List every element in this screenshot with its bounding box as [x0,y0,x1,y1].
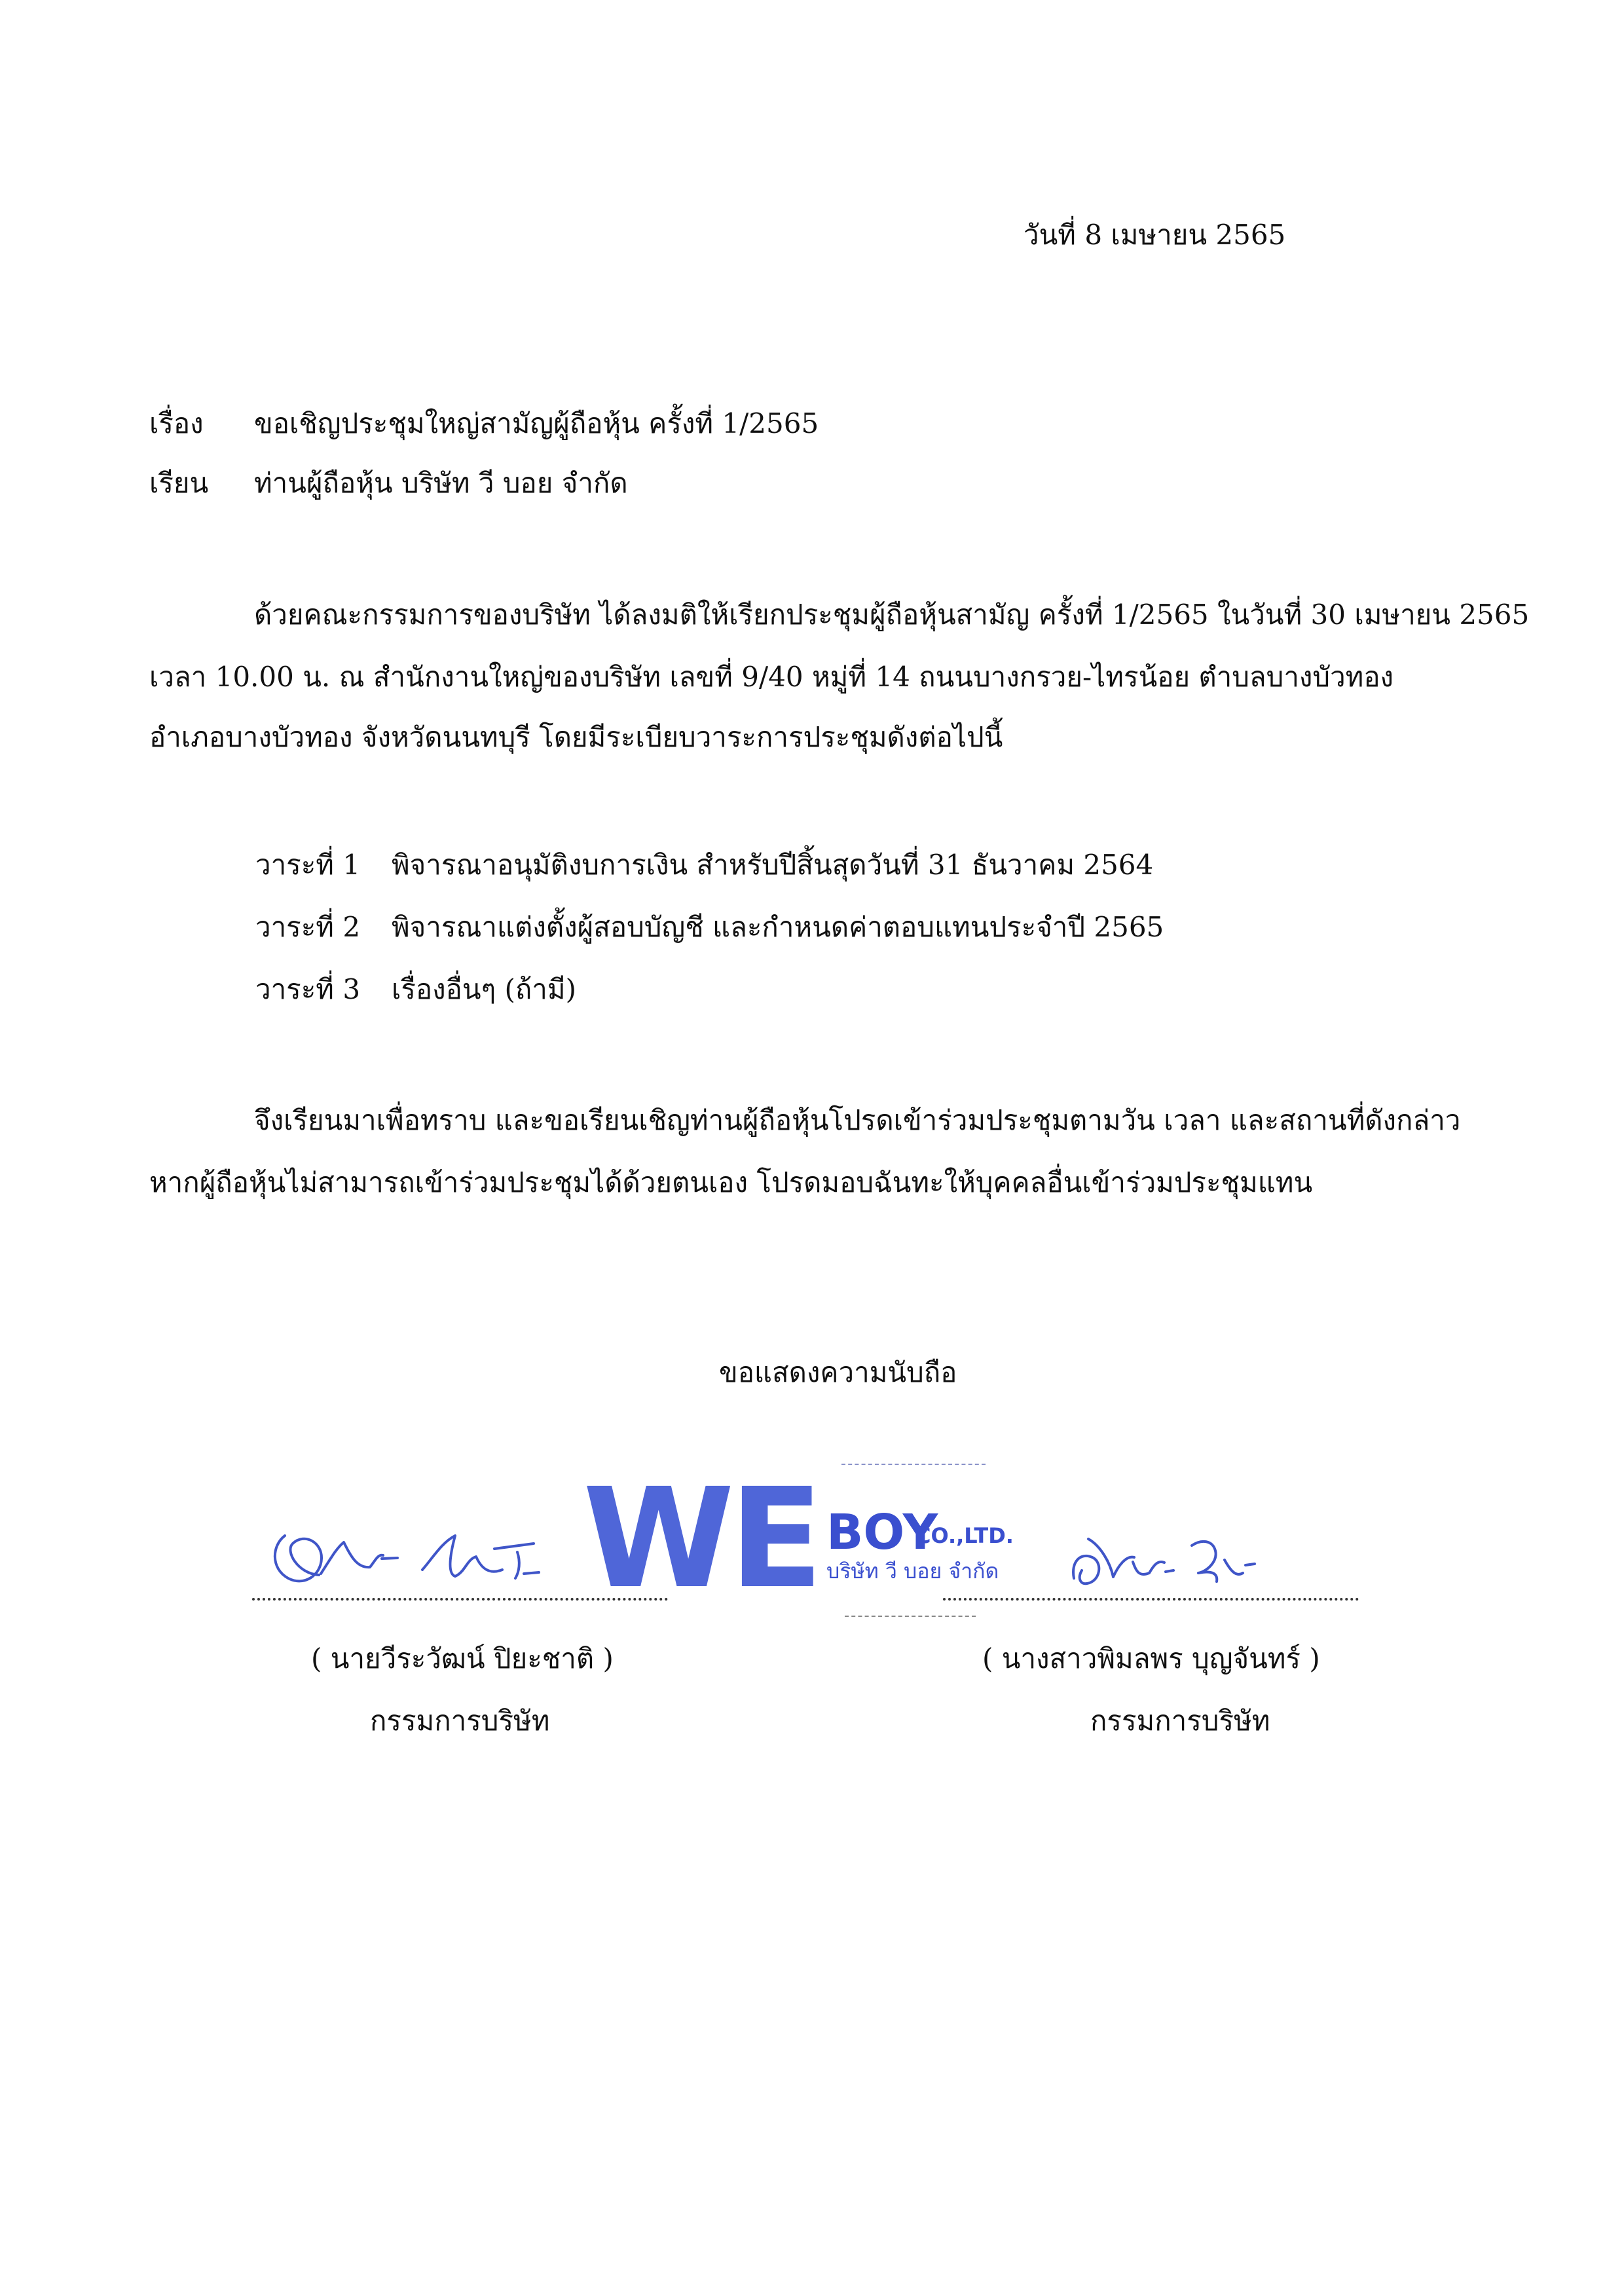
signature-right [1061,1500,1277,1604]
agenda-text: พิจารณาแต่งตั้งผู้สอบบัญชี และกำหนดค่าตอบแทนประจำปี 2565 [392,911,1164,943]
paragraph-line: จึงเรียนมาเพื่อทราบ และขอเรียนเชิญท่านผู้ถือหุ้นโปรดเข้าร่วมประชุมตามวัน เวลา และสถานที่ดังกล่าว [254,1104,1461,1136]
agenda-number: วาระที่ 3 [255,973,361,1005]
signature-line-right [943,1598,1359,1601]
signatory-position-left: กรรมการบริษัท [370,1705,550,1737]
agenda-text: เรื่องอื่นๆ (ถ้ามี) [392,973,576,1005]
seal-logo-we: WE [583,1458,819,1619]
recipient-label: เรียน [149,467,209,499]
letter-date: วันที่ 8 เมษายน 2565 [1024,219,1286,251]
signatory-position-right: กรรมการบริษัท [1090,1705,1270,1737]
agenda-number: วาระที่ 2 [255,911,361,943]
signatory-name-left: ( นายวีระวัฒน์ ปิยะชาติ ) [311,1642,614,1675]
subject-text: ขอเชิญประชุมใหญ่สามัญผู้ถือหุ้น ครั้งที่ 1/2565 [254,407,819,439]
recipient-text: ท่านผู้ถือหุ้น บริษัท วี บอย จำกัด [254,467,628,499]
signature-line-left [252,1598,668,1601]
paragraph-line: เวลา 10.00 น. ณ สำนักงานใหญ่ของบริษัท เลขที่ 9/40 หมู่ที่ 14 ถนนบางกรวย-ไทรน้อย ตำบลบางบัวทอง [149,661,1394,693]
seal-divider [845,1616,976,1617]
agenda-number: วาระที่ 1 [255,849,361,881]
agenda-text: พิจารณาอนุมัติงบการเงิน สำหรับปีสิ้นสุดวันที่ 31 ธันวาคม 2564 [392,849,1154,881]
paragraph-line: หากผู้ถือหุ้นไม่สามารถเข้าร่วมประชุมได้ด้วยตนเอง โปรดมอบฉันทะให้บุคคลอื่นเข้าร่วมประชุมแทน [149,1166,1313,1198]
paragraph-line: อำเภอบางบัวทอง จังหวัดนนทบุรี โดยมีระเบียบวาระการประชุมดังต่อไปนี้ [149,721,1003,753]
closing-text: ขอแสดงความนับถือ [719,1356,957,1388]
subject-label: เรื่อง [149,407,204,439]
paragraph-line: ด้วยคณะกรรมการของบริษัท ได้ลงมติให้เรียกประชุมผู้ถือหุ้นสามัญ ครั้งที่ 1/2565 ในวันที่ 30 เมษายน 2565 [254,599,1530,631]
seal-company-name: บริษัท วี บอย จำกัด [826,1559,999,1583]
seal-logo-boy: BOY [826,1504,938,1561]
seal-divider [841,1464,986,1465]
signatory-name-right: ( นางสาวพิมลพร บุญจันทร์ ) [982,1642,1320,1675]
signature-left [259,1496,560,1608]
seal-logo-co: CO.,LTD. [915,1523,1014,1548]
